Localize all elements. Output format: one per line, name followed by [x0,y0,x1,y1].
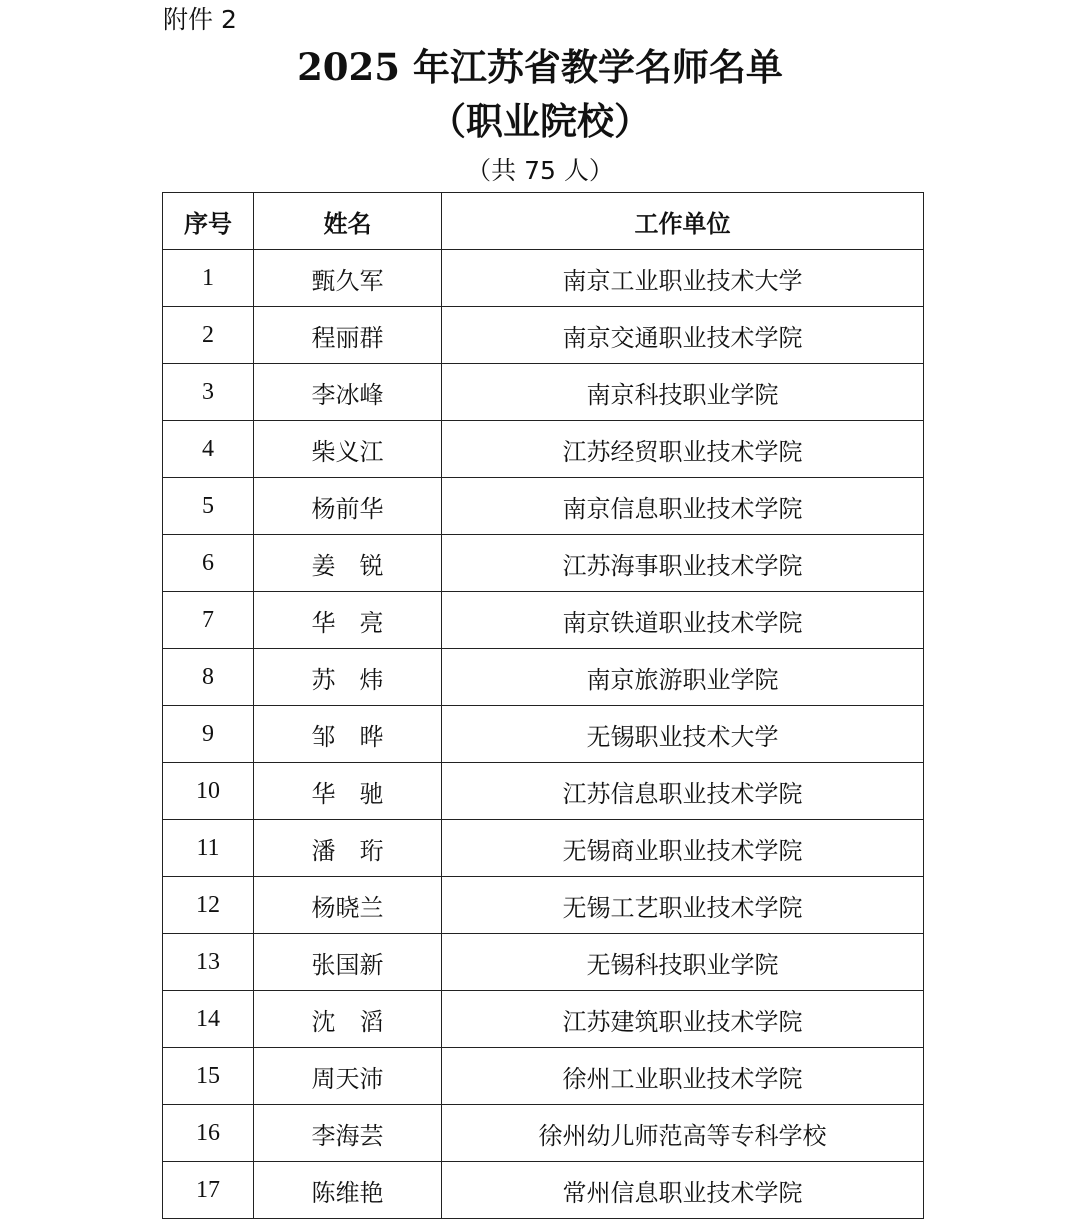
table-row [163,592,924,649]
table-row [163,1105,924,1162]
row-unit-cell: 南京工业职业技术大学 [442,250,924,307]
row-number-cell: 5 [163,478,254,535]
row-name-cell: 邹 晔 [254,706,442,763]
row-number-cell: 14 [163,991,254,1048]
row-number-cell: 2 [163,307,254,364]
row-unit-cell: 无锡职业技术大学 [442,706,924,763]
table-row [163,991,924,1048]
table-row [163,1162,924,1219]
row-name-cell: 华 亮 [254,592,442,649]
row-unit-cell: 南京旅游职业学院 [442,649,924,706]
row-number-cell: 7 [163,592,254,649]
row-name-cell: 李海芸 [254,1105,442,1162]
row-unit-cell: 南京科技职业学院 [442,364,924,421]
row-name-cell: 张国新 [254,934,442,991]
table-row [163,820,924,877]
column-header-name: 姓名 [254,193,442,250]
row-name-cell: 沈 滔 [254,991,442,1048]
row-number-cell: 13 [163,934,254,991]
teacher-list-table [162,192,924,1219]
row-unit-cell: 南京交通职业技术学院 [442,307,924,364]
row-unit-cell: 徐州工业职业技术学院 [442,1048,924,1105]
total-count: （共 75 人） [466,156,614,185]
row-number-cell: 3 [163,364,254,421]
row-name-cell: 柴义江 [254,421,442,478]
row-number-cell: 1 [163,250,254,307]
row-name-cell: 杨前华 [254,478,442,535]
row-unit-cell: 无锡科技职业学院 [442,934,924,991]
row-number-cell: 11 [163,820,254,877]
column-header-unit: 工作单位 [442,193,924,250]
row-number-cell: 9 [163,706,254,763]
row-name-cell: 杨晓兰 [254,877,442,934]
row-name-cell: 程丽群 [254,307,442,364]
table-row [163,478,924,535]
table-row [163,877,924,934]
row-name-cell: 姜 锐 [254,535,442,592]
row-number-cell: 15 [163,1048,254,1105]
row-unit-cell: 江苏经贸职业技术学院 [442,421,924,478]
table-row [163,250,924,307]
row-name-cell: 潘 珩 [254,820,442,877]
row-unit-cell: 南京铁道职业技术学院 [442,592,924,649]
row-unit-cell: 江苏信息职业技术学院 [442,763,924,820]
row-number-cell: 12 [163,877,254,934]
row-number-cell: 16 [163,1105,254,1162]
attachment-label: 附件 2 [163,5,237,34]
row-unit-cell: 常州信息职业技术学院 [442,1162,924,1219]
row-unit-cell: 无锡商业职业技术学院 [442,820,924,877]
table-row [163,706,924,763]
row-number-cell: 6 [163,535,254,592]
row-unit-cell: 徐州幼儿师范高等专科学校 [442,1105,924,1162]
table-row [163,535,924,592]
table-row [163,934,924,991]
table-row [163,364,924,421]
row-number-cell: 8 [163,649,254,706]
row-number-cell: 17 [163,1162,254,1219]
row-unit-cell: 江苏建筑职业技术学院 [442,991,924,1048]
column-header-number: 序号 [163,193,254,250]
row-name-cell: 华 驰 [254,763,442,820]
row-name-cell: 陈维艳 [254,1162,442,1219]
row-name-cell: 苏 炜 [254,649,442,706]
table-header-row [163,193,924,250]
table-row [163,421,924,478]
row-unit-cell: 无锡工艺职业技术学院 [442,877,924,934]
row-name-cell: 周天沛 [254,1048,442,1105]
row-unit-cell: 江苏海事职业技术学院 [442,535,924,592]
table-row [163,307,924,364]
row-unit-cell: 南京信息职业技术学院 [442,478,924,535]
row-name-cell: 李冰峰 [254,364,442,421]
document-subtitle: （职业院校） [429,99,651,143]
row-name-cell: 甄久军 [254,250,442,307]
row-number-cell: 4 [163,421,254,478]
row-number-cell: 10 [163,763,254,820]
table-row [163,763,924,820]
table-row [163,1048,924,1105]
document-title: 2025 年江苏省教学名师名单 [297,45,783,89]
table-row [163,649,924,706]
